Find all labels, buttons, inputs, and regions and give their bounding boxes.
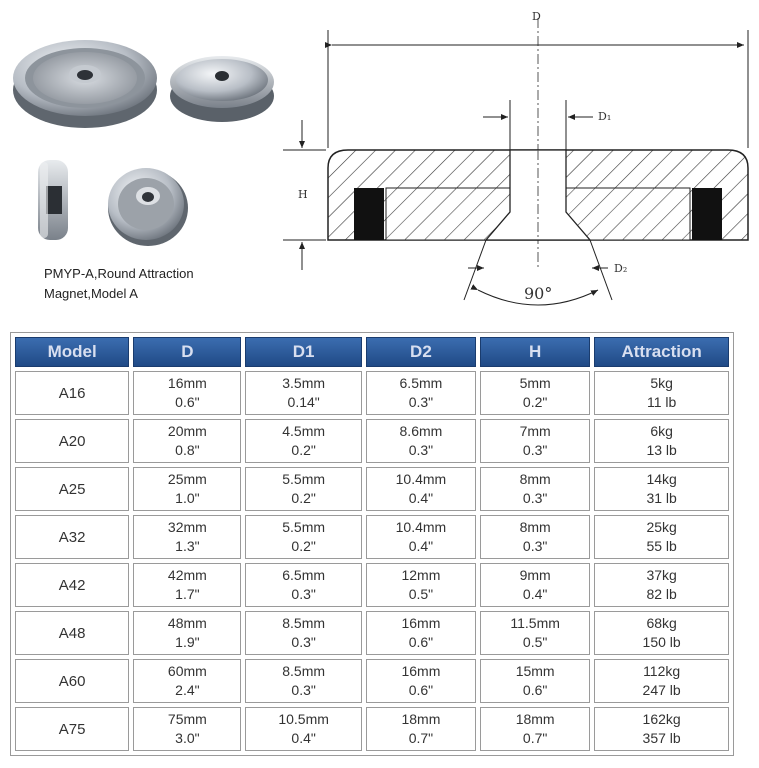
cell-metric-value: 42mm xyxy=(167,567,207,583)
table-row xyxy=(15,515,729,559)
spec-table xyxy=(10,332,734,756)
cell-h xyxy=(480,371,590,415)
cell-imperial-value: 0.4" xyxy=(408,538,434,554)
cell-attraction xyxy=(594,515,729,559)
cell-imperial-value: 55 lb xyxy=(646,538,677,554)
cell-model: A48 xyxy=(15,611,129,655)
cell-metric-value: 20mm xyxy=(167,423,207,439)
cell-h xyxy=(480,707,590,751)
cell-imperial-value: 3.0" xyxy=(175,730,200,746)
cell-imperial-value: 0.3" xyxy=(408,394,434,410)
cell-metric-value: 8mm xyxy=(519,471,551,487)
cell-metric-value: 68kg xyxy=(646,615,677,631)
header-d: D xyxy=(133,337,241,367)
cell-model: A75 xyxy=(15,707,129,751)
cell-d2 xyxy=(366,611,476,655)
product-caption xyxy=(44,264,284,304)
cell-model: A60 xyxy=(15,659,129,703)
cell-imperial-value: 1.3" xyxy=(175,538,200,554)
cell-metric-value: 10.5mm xyxy=(278,711,329,727)
cell-imperial-value: 0.3" xyxy=(522,538,548,554)
cell-imperial-value: 0.6" xyxy=(175,394,200,410)
cell-d1 xyxy=(245,707,361,751)
cell-d xyxy=(133,707,241,751)
cell-metric-value: 11.5mm xyxy=(510,615,560,631)
cell-h xyxy=(480,659,590,703)
cell-imperial-value: 0.7" xyxy=(408,730,434,746)
cell-imperial-value: 150 lb xyxy=(642,634,681,650)
cell-metric-value: 7mm xyxy=(519,423,551,439)
magnet-photo-small xyxy=(108,168,188,246)
cell-imperial-value: 2.4" xyxy=(175,682,200,698)
cell-metric-value: 8.5mm xyxy=(282,663,326,679)
cell-model: A32 xyxy=(15,515,129,559)
cell-metric-value: 25kg xyxy=(646,519,677,535)
cell-d xyxy=(133,659,241,703)
cell-model: A20 xyxy=(15,419,129,463)
cell-metric-value: 48mm xyxy=(167,615,207,631)
cell-imperial-value: 0.14" xyxy=(287,394,320,410)
cell-h xyxy=(480,467,590,511)
cell-metric-value: 32mm xyxy=(167,519,207,535)
cell-metric-value: 37kg xyxy=(646,567,677,583)
header-d2: D2 xyxy=(366,337,476,367)
table-body xyxy=(15,371,729,751)
cell-imperial-value: 0.4" xyxy=(408,490,434,506)
cell-imperial-value: 0.3" xyxy=(522,442,548,458)
cell-imperial-value: 0.3" xyxy=(408,442,434,458)
cell-d xyxy=(133,467,241,511)
cell-d xyxy=(133,515,241,559)
cell-imperial-value: 82 lb xyxy=(646,586,677,602)
magnet-photo-side xyxy=(38,160,68,240)
cell-attraction xyxy=(594,611,729,655)
table-row xyxy=(15,419,729,463)
cell-imperial-value: 11 lb xyxy=(646,394,677,410)
cell-metric-value: 8mm xyxy=(519,519,551,535)
cell-imperial-value: 0.2" xyxy=(291,442,316,458)
cell-imperial-value: 247 lb xyxy=(642,682,681,698)
cell-metric-value: 112kg xyxy=(643,663,681,679)
cell-attraction xyxy=(594,419,729,463)
cell-imperial-value: 0.2" xyxy=(291,538,316,554)
cross-section-drawing xyxy=(268,0,759,320)
cell-d xyxy=(133,563,241,607)
cell-metric-value: 18mm xyxy=(515,711,555,727)
table-row xyxy=(15,611,729,655)
cell-imperial-value: 13 lb xyxy=(646,442,677,458)
label-d2: D₂ xyxy=(614,262,628,275)
cell-metric-value: 15mm xyxy=(515,663,555,679)
cell-metric-value: 6.5mm xyxy=(399,375,443,391)
label-d: D xyxy=(532,10,541,23)
cell-metric-value: 8.6mm xyxy=(399,423,443,439)
cell-attraction xyxy=(594,563,729,607)
cell-metric-value: 6.5mm xyxy=(282,567,326,583)
cell-imperial-value: 0.6" xyxy=(522,682,548,698)
cell-d2 xyxy=(366,467,476,511)
cell-metric-value: 162kg xyxy=(642,711,681,727)
cell-d2 xyxy=(366,371,476,415)
technical-drawing xyxy=(268,0,759,320)
cell-d2 xyxy=(366,563,476,607)
header-d1: D1 xyxy=(245,337,361,367)
cell-d2 xyxy=(366,707,476,751)
cell-model: A16 xyxy=(15,371,129,415)
cell-h xyxy=(480,611,590,655)
cell-d1 xyxy=(245,515,361,559)
cell-metric-value: 5mm xyxy=(519,375,551,391)
cell-metric-value: 5.5mm xyxy=(282,471,326,487)
cell-d xyxy=(133,371,241,415)
cell-attraction xyxy=(594,659,729,703)
table-row xyxy=(15,707,729,751)
cell-d1 xyxy=(245,467,361,511)
cell-metric-value: 16mm xyxy=(401,663,441,679)
cell-imperial-value: 0.3" xyxy=(291,586,316,602)
cell-metric-value: 14kg xyxy=(646,471,677,487)
cell-d1 xyxy=(245,419,361,463)
label-d1: D₁ xyxy=(598,110,612,123)
cell-imperial-value: 0.8" xyxy=(175,442,200,458)
cell-metric-value: 10.4mm xyxy=(395,471,447,487)
spec-table-container xyxy=(10,332,734,756)
cell-d1 xyxy=(245,659,361,703)
cell-imperial-value: 0.4" xyxy=(291,730,316,746)
cell-imperial-value: 1.0" xyxy=(175,490,200,506)
magnet-photo-front xyxy=(13,40,157,128)
table-header-row xyxy=(15,337,729,367)
cell-imperial-value: 0.3" xyxy=(291,634,316,650)
cell-attraction xyxy=(594,467,729,511)
cell-imperial-value: 1.9" xyxy=(175,634,200,650)
table-row xyxy=(15,371,729,415)
table-row xyxy=(15,563,729,607)
caption-line-1: PMYP-A,Round Attraction xyxy=(44,266,194,281)
cell-metric-value: 75mm xyxy=(167,711,207,727)
cell-metric-value: 16mm xyxy=(167,375,207,391)
label-angle: 90° xyxy=(524,284,553,303)
label-h: H xyxy=(298,188,308,201)
cell-d1 xyxy=(245,563,361,607)
cell-d1 xyxy=(245,611,361,655)
cell-imperial-value: 0.5" xyxy=(408,586,434,602)
cell-imperial-value: 0.6" xyxy=(408,634,434,650)
cell-d xyxy=(133,419,241,463)
cell-imperial-value: 0.2" xyxy=(291,490,316,506)
cell-h xyxy=(480,515,590,559)
magnet-photo-back xyxy=(170,56,274,122)
cell-metric-value: 60mm xyxy=(167,663,207,679)
cell-metric-value: 10.4mm xyxy=(395,519,447,535)
cell-imperial-value: 1.7" xyxy=(175,586,200,602)
cell-imperial-value: 0.7" xyxy=(522,730,548,746)
magnet-photos-image xyxy=(0,0,290,260)
cell-metric-value: 25mm xyxy=(167,471,207,487)
cell-metric-value: 18mm xyxy=(401,711,441,727)
cell-model: A25 xyxy=(15,467,129,511)
cell-d xyxy=(133,611,241,655)
cell-metric-value: 8.5mm xyxy=(282,615,326,631)
cell-d2 xyxy=(366,515,476,559)
header-model: Model xyxy=(15,337,129,367)
cell-d1 xyxy=(245,371,361,415)
product-photos xyxy=(0,0,290,320)
cell-imperial-value: 0.6" xyxy=(408,682,434,698)
cell-metric-value: 16mm xyxy=(401,615,441,631)
cell-imperial-value: 0.3" xyxy=(522,490,548,506)
cell-metric-value: 9mm xyxy=(519,567,551,583)
cell-model: A42 xyxy=(15,563,129,607)
cell-metric-value: 5.5mm xyxy=(282,519,326,535)
cell-metric-value: 4.5mm xyxy=(282,423,326,439)
cell-imperial-value: 357 lb xyxy=(642,730,681,746)
header-h: H xyxy=(480,337,590,367)
cell-imperial-value: 0.4" xyxy=(522,586,548,602)
cell-d2 xyxy=(366,659,476,703)
cell-imperial-value: 0.2" xyxy=(522,394,548,410)
cell-metric-value: 3.5mm xyxy=(282,375,326,391)
table-row xyxy=(15,467,729,511)
table-row xyxy=(15,659,729,703)
cell-h xyxy=(480,419,590,463)
cell-attraction xyxy=(594,371,729,415)
cell-imperial-value: 0.5" xyxy=(522,634,548,650)
cell-metric-value: 6kg xyxy=(650,423,673,439)
cell-metric-value: 12mm xyxy=(401,567,441,583)
cell-h xyxy=(480,563,590,607)
cell-d2 xyxy=(366,419,476,463)
cell-metric-value: 5kg xyxy=(650,375,673,391)
cell-imperial-value: 31 lb xyxy=(646,490,677,506)
caption-line-2: Magnet,Model A xyxy=(44,286,138,301)
cell-imperial-value: 0.3" xyxy=(291,682,316,698)
cell-attraction xyxy=(594,707,729,751)
header-attraction: Attraction xyxy=(594,337,729,367)
